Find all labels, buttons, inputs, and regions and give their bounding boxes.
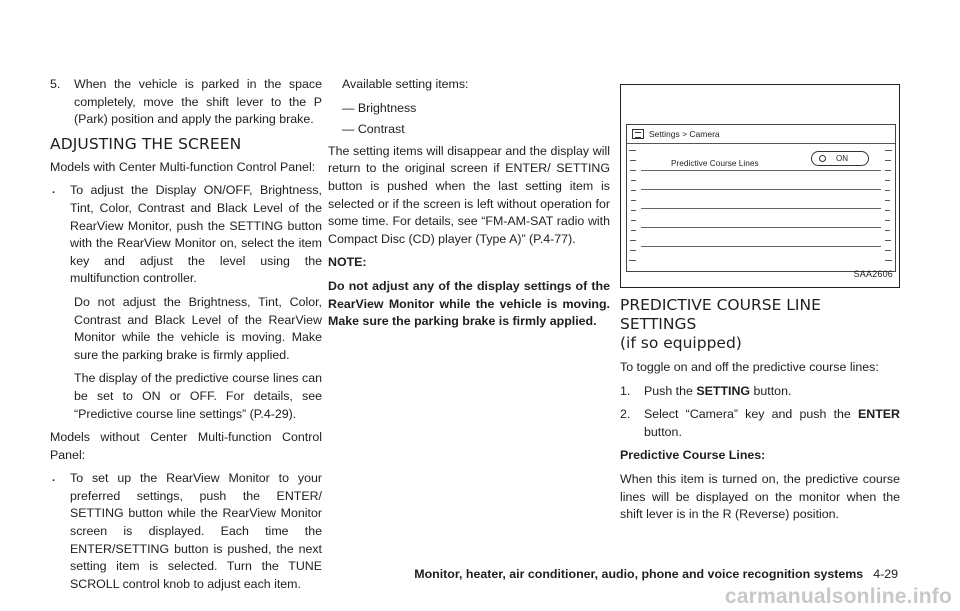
row-divider <box>641 227 881 228</box>
section-heading-adjusting-screen: ADJUSTING THE SCREEN <box>50 134 242 153</box>
bullet-2-text: To set up the RearView Monitor to your preferred settings, push the ENTER/ SETTING button while the RearView Monitor screen is displayed. Each time the ENTER/SETTING button is pushed, the next setting item is selected. Turn the TUNE SCROLL control knob to adjust each item. <box>70 471 322 591</box>
enter-button-label: ENTER <box>858 407 900 422</box>
step-1-text: Push the SETTING button. <box>644 383 792 398</box>
setting-items-paragraph: The setting items will disappear and the display will return to the original screen if ENTER/ SETTING button is pushed when the last setting item is selected or if the screen is left without operation for some time. For details, see “FM-AM-SAT radio with Compact Disc (CD) player (Type A)” (P.4-77). <box>328 143 610 246</box>
models-with-panel: Models with Center Multi-function Control Panel: <box>50 159 316 174</box>
left-column <box>50 76 322 599</box>
note-text: Do not adjust any of the display settings of the RearView Monitor while the vehicle is moving. Make sure the parking brake is firmly applied. <box>328 278 610 329</box>
screen-header <box>627 125 895 144</box>
step-2 <box>620 406 900 441</box>
screen-title: Settings > Camera <box>649 129 720 139</box>
bullet-2 <box>50 470 322 593</box>
bullet-1-paragraph-3: The display of the predictive course lines can be set to ON or OFF. For details, see “Predictive course line settings” (P.4-29). <box>74 371 322 421</box>
setting-item-contrast: — Contrast <box>342 122 405 137</box>
setting-button-label: SETTING <box>696 383 751 398</box>
step-1-number: 1. <box>620 383 631 398</box>
toggle-value: ON <box>836 154 848 163</box>
right-scroll-indicator <box>884 150 894 270</box>
available-items-label: Available setting items: <box>342 77 469 91</box>
models-without-panel: Models without Center Multi-function Control Panel: <box>50 430 322 462</box>
bullet-marker: . <box>52 184 56 197</box>
left-scroll-indicator <box>628 150 638 270</box>
setting-item-brightness: — Brightness <box>342 100 417 115</box>
bullet-1-text: To adjust the Display ON/OFF, Brightness, Tint, Color, Contrast and Black Level of the RearView Monitor, push the SETTING button with the RearView Monitor on, select the item key and adjust the level using the multifunction controller. <box>70 183 322 286</box>
monitor-screen-illustration <box>626 124 896 272</box>
row-divider <box>641 189 881 190</box>
settings-menu-icon <box>632 129 644 139</box>
bullet-1 <box>50 182 322 288</box>
step-2-number: 2. <box>620 407 631 422</box>
step-1 <box>620 383 900 401</box>
predictive-course-lines-body: When this item is turned on, the predictive course lines will be displayed on the monitor when the shift lever is in the R (Reverse) position. <box>620 471 900 522</box>
toggle-indicator-icon <box>819 155 826 162</box>
figure-caption: SAA2606 <box>853 269 893 280</box>
predictive-course-lines-heading: Predictive Course Lines: <box>620 448 766 463</box>
bullet-marker: . <box>52 472 56 485</box>
section-heading-predictive-course <box>620 296 900 353</box>
predictive-course-lines-item[interactable]: Predictive Course Lines <box>671 158 759 168</box>
step-5-number: 5. <box>50 77 61 91</box>
step-5-text: When the vehicle is parked in the space completely, move the shift lever to the P (Park) position and apply the parking brake. <box>74 77 322 127</box>
footer-section-title: Monitor, heater, air conditioner, audio, phone and voice recognition systems <box>414 567 864 581</box>
camera-settings-figure <box>620 84 900 288</box>
page-number: 4-29 <box>873 567 898 581</box>
middle-column <box>328 76 610 337</box>
intro-text: To toggle on and off the predictive course lines: <box>620 360 879 374</box>
heading-line-1: PREDICTIVE COURSE LINE SETTINGS <box>620 296 821 333</box>
row-divider <box>641 170 881 171</box>
note-label: NOTE: <box>328 255 367 270</box>
row-divider <box>641 208 881 209</box>
row-divider <box>641 246 881 247</box>
heading-line-2: (if so equipped) <box>620 334 742 352</box>
step-2-text: Select “Camera” key and push the ENTER button. <box>644 407 900 439</box>
step-5 <box>50 76 322 129</box>
right-column <box>620 84 900 530</box>
predictive-course-lines-toggle[interactable] <box>811 151 869 166</box>
bullet-1-paragraph-2: Do not adjust the Brightness, Tint, Color, Contrast and Black Level of the RearView Monitor while the vehicle is moving. Make sure the parking brake is firmly applied. <box>74 294 322 362</box>
site-watermark: carmanualsonline.info <box>724 585 952 608</box>
page-footer <box>414 567 898 581</box>
